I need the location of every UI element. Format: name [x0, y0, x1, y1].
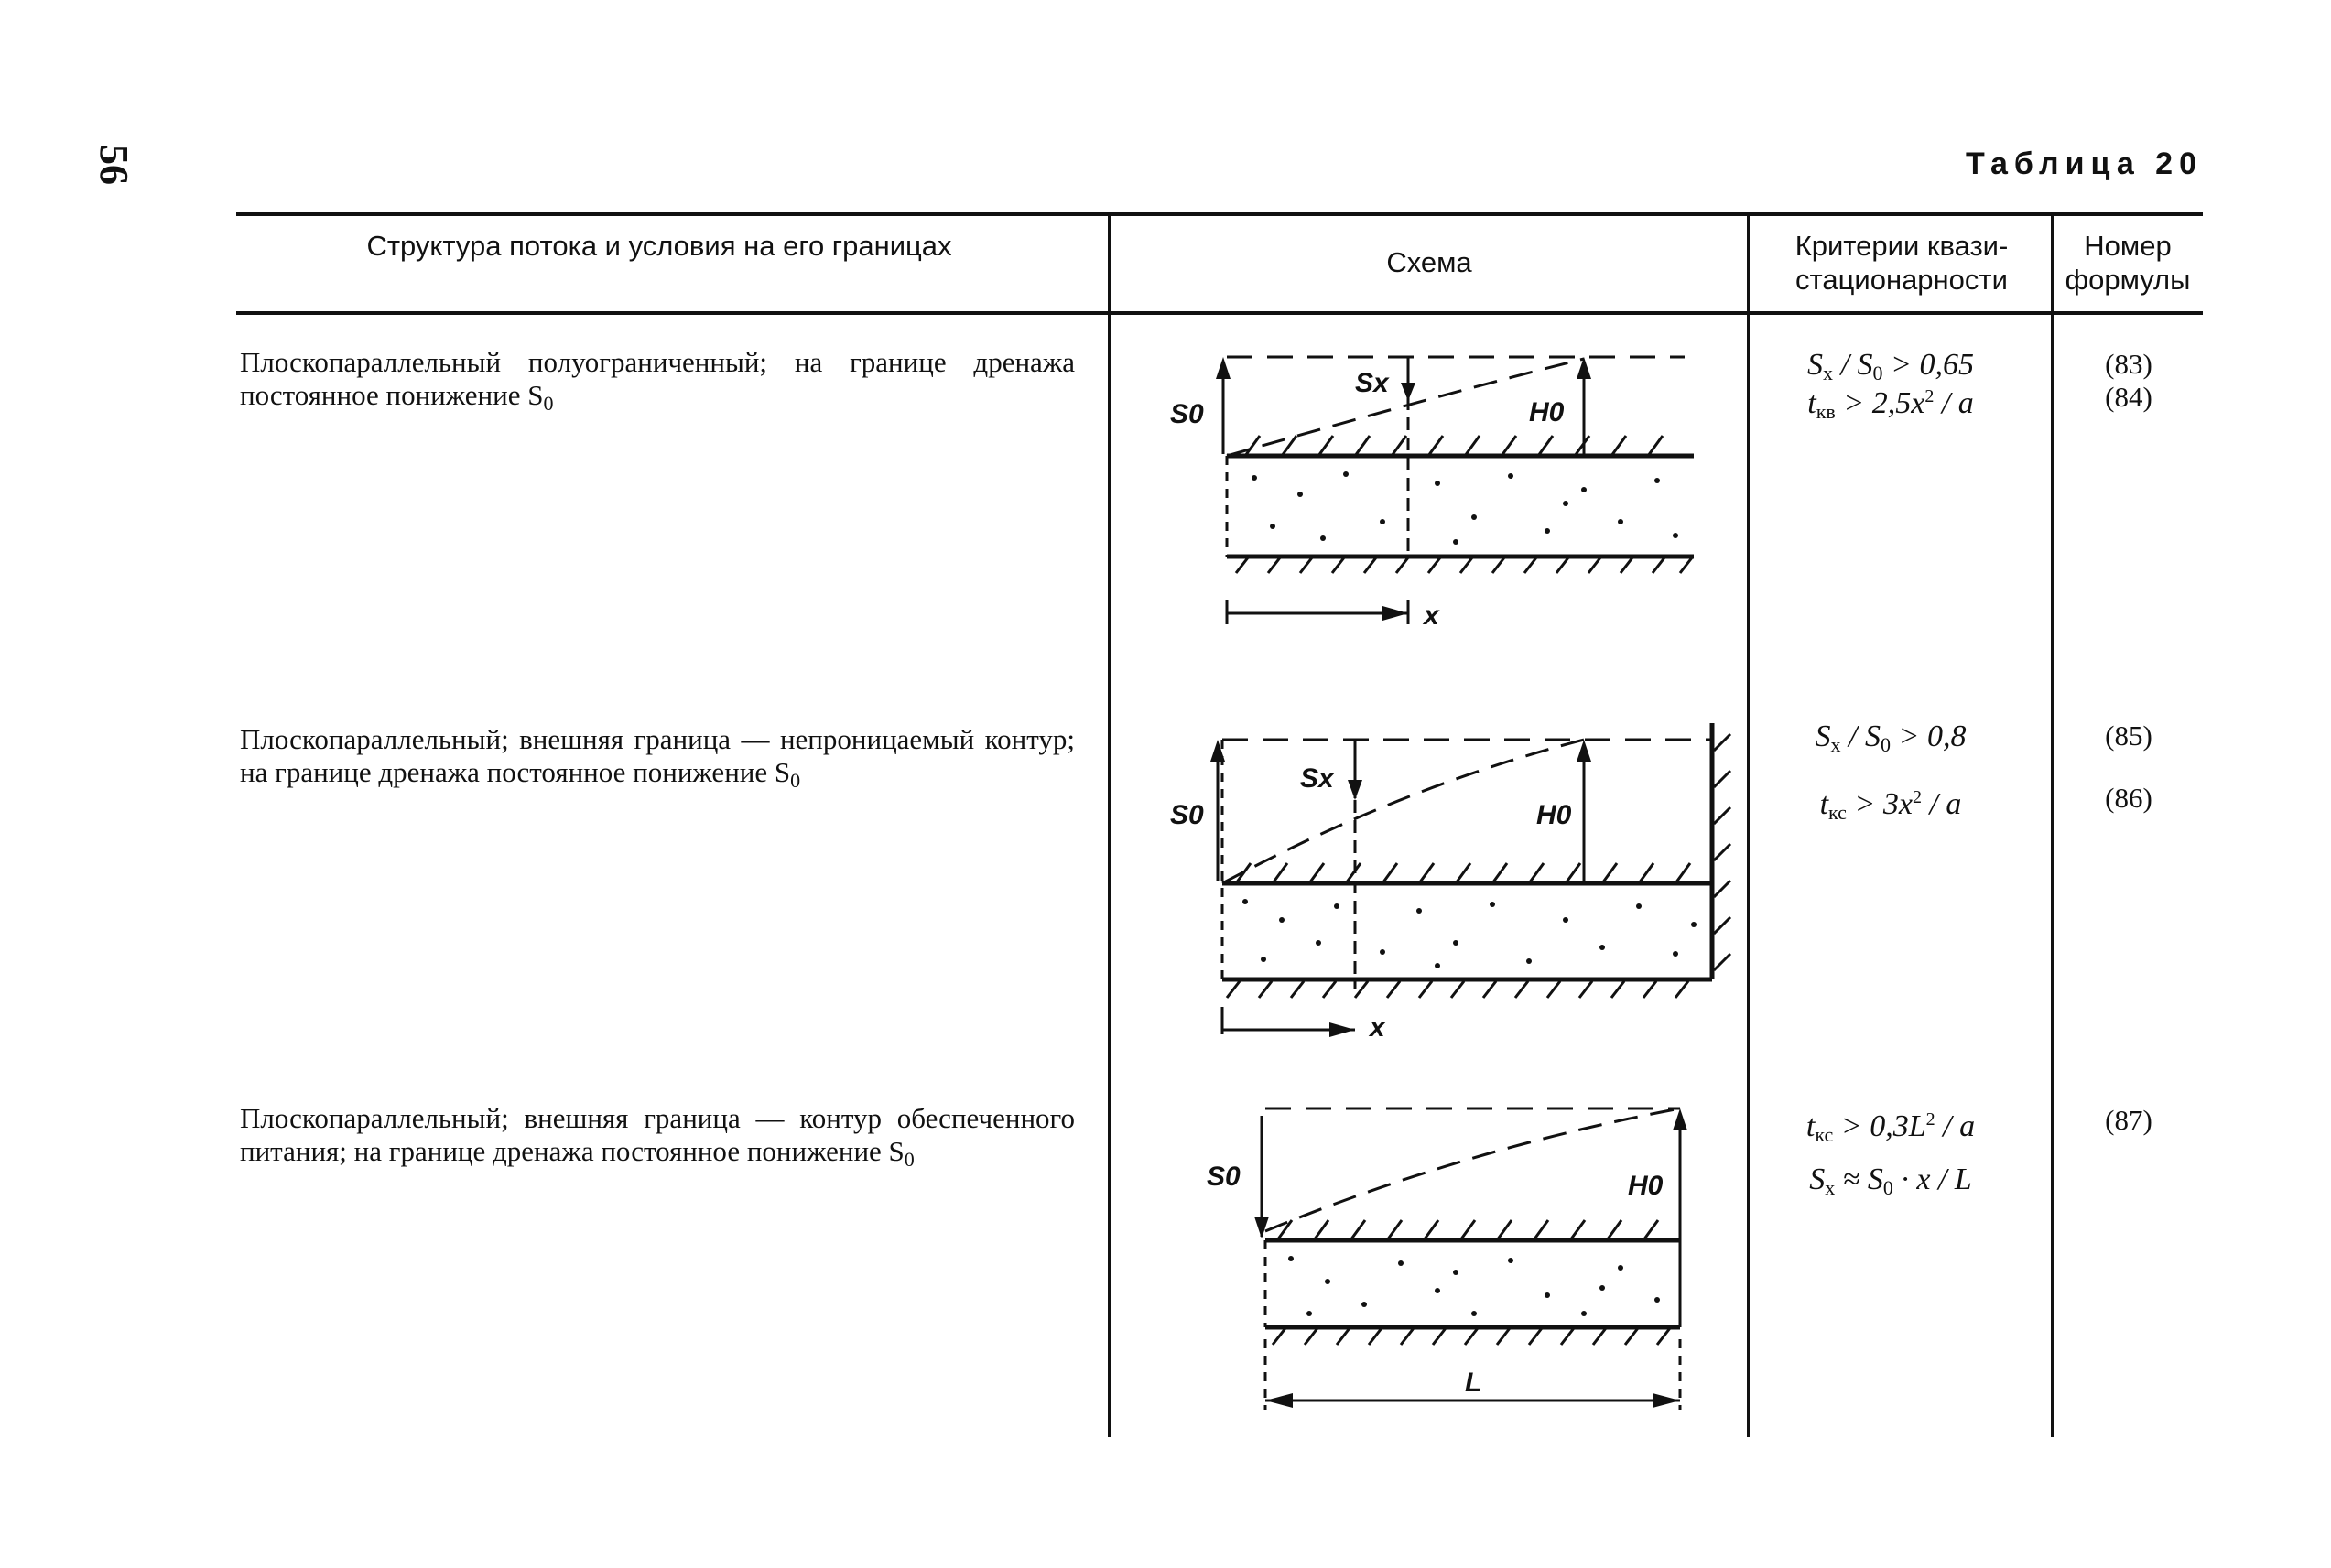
row-3-l-arrow-right	[1653, 1393, 1680, 1408]
row-2-description: Плоскопараллельный; внешняя граница — непроницаемый контур; на границе дренажа постоянное понижение $S_0$	[240, 723, 1075, 792]
column-divider-3	[2051, 214, 2054, 1437]
row-3-s0-arrow	[1254, 1217, 1269, 1238]
table-header-rule	[236, 311, 2203, 315]
row-1-s0-arrow	[1216, 357, 1231, 379]
row-3-criterion-1: $t_{кс} > 0,3L^2 / a$	[1805, 1109, 1976, 1146]
column-divider-1	[1108, 214, 1111, 1437]
header-scheme: Схема	[1386, 246, 1472, 278]
row-1-x-arrow	[1382, 606, 1408, 621]
row-2-x-label: x	[1370, 1012, 1385, 1043]
row-3-l-label: L	[1465, 1368, 1482, 1398]
row-3-depression-curve	[1265, 1108, 1680, 1231]
row-3-description: Плоскопараллельный; внешняя граница — контур обеспеченного питания; на границе дренажа постоянное понижение $S_0$	[240, 1102, 1075, 1171]
header-formula: Номер формулы	[2065, 230, 2191, 296]
header-structure: Структура потока и условия на его границах	[366, 230, 952, 262]
row-1-s0-label: S0	[1170, 399, 1204, 429]
row-1-sx-label: Sx	[1355, 368, 1389, 398]
row-1-criterion-2: $t_{кв} > 2,5x^2 / a$	[1807, 386, 1974, 423]
row-2-criterion-2: $t_{кс} > 3x^2 / a$	[1819, 787, 1962, 824]
row-3-h0-label: H0	[1628, 1171, 1664, 1201]
row-2-sand-dots	[1242, 899, 1697, 968]
row-2-formula-1: (85)	[2105, 719, 2152, 752]
row-2-depression-curve	[1222, 740, 1584, 883]
row-1-criterion-1: $S_x / S_0 > 0,65$	[1807, 348, 1974, 384]
row-2-sx-label: Sx	[1300, 763, 1334, 794]
row-2-h0-label: H0	[1536, 800, 1572, 830]
page-number: 56	[92, 145, 136, 185]
row-3-formula-1: (87)	[2105, 1104, 2152, 1136]
row-1-scheme	[1163, 339, 1712, 641]
row-2-criterion-1: $S_x / S_0 > 0,8$	[1815, 719, 1967, 756]
row-1-formula-1: (83)	[2105, 348, 2152, 380]
row-3-s0-label: S0	[1207, 1162, 1241, 1192]
row-2-scheme	[1163, 714, 1740, 1062]
row-1-sand-dots	[1252, 471, 1678, 545]
row-3-scheme	[1190, 1094, 1721, 1433]
row-1-x-label: x	[1424, 600, 1439, 631]
row-2-formula-2: (86)	[2105, 782, 2152, 814]
row-2-sx-arrow	[1348, 780, 1362, 800]
row-1-formula-2: (84)	[2105, 381, 2152, 413]
table-title: Таблица 20	[1966, 146, 2203, 181]
table-top-rule	[236, 212, 2203, 216]
row-3-h0-arrow	[1673, 1108, 1687, 1130]
row-1-description: Плоскопараллельный полуограниченный; на границе дренажа постоянное понижение $S_0$	[240, 346, 1075, 415]
row-2-h0-arrow	[1577, 740, 1591, 762]
row-1-h0-arrow	[1577, 357, 1591, 379]
header-criteria: Критерии квази-стационарности	[1794, 230, 2009, 296]
row-3-l-arrow-left	[1265, 1393, 1293, 1408]
row-2-s0-label: S0	[1170, 800, 1204, 830]
row-2-x-arrow	[1329, 1022, 1355, 1037]
row-3-criterion-2: $S_x \approx S_0 \cdot x / L$	[1809, 1162, 1972, 1199]
row-3-sand-dots	[1288, 1256, 1660, 1316]
row-1-sx-arrow	[1401, 383, 1415, 401]
row-1-h0-label: H0	[1529, 397, 1565, 427]
